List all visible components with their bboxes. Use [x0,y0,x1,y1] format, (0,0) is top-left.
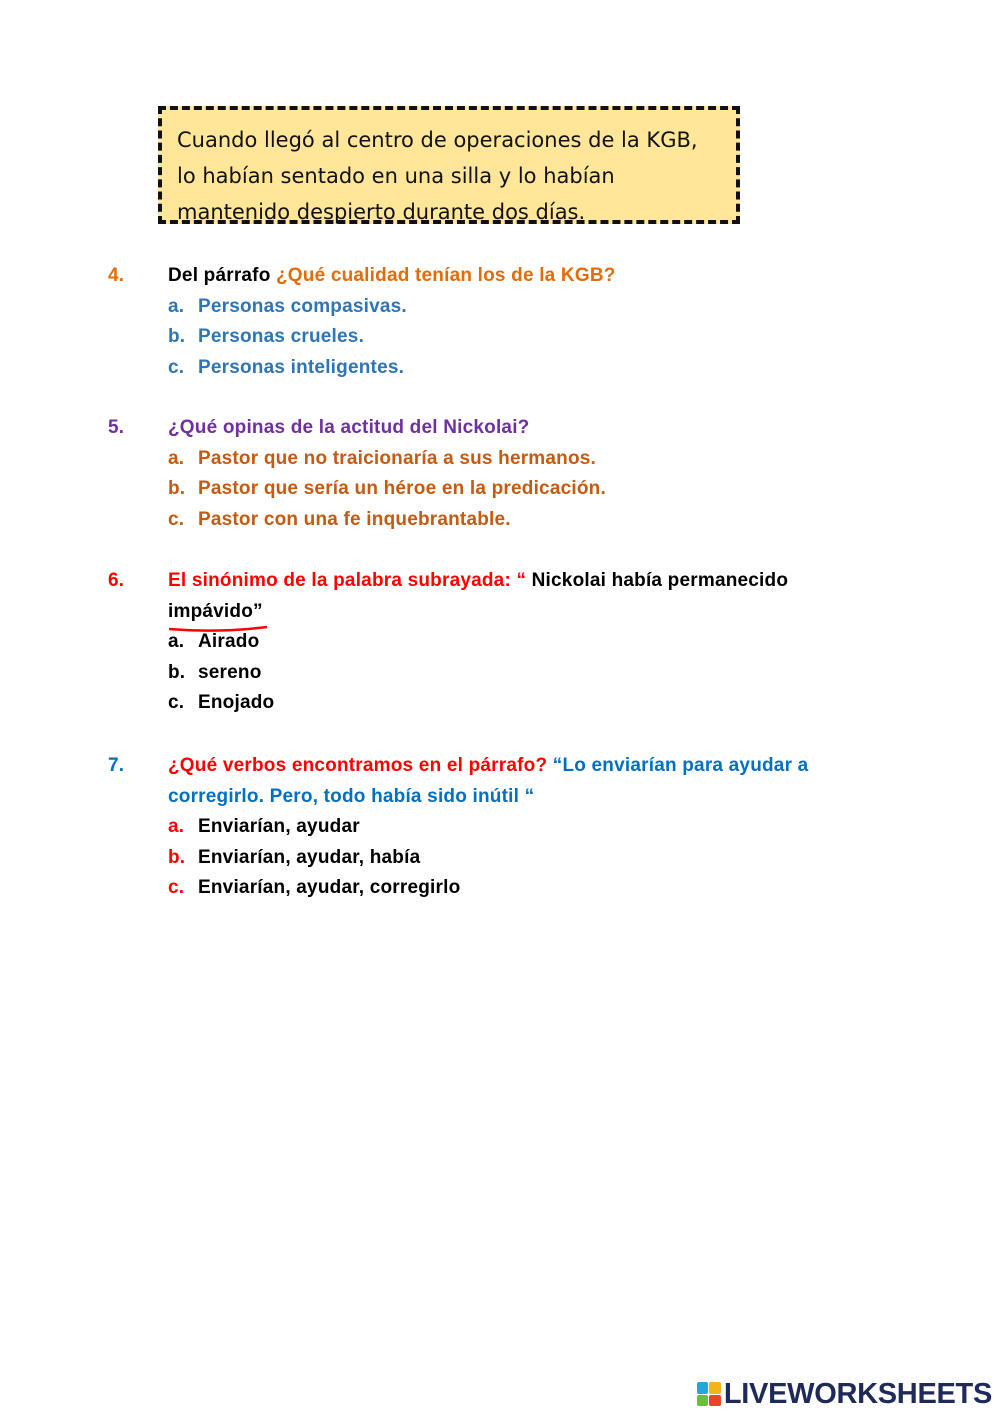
question-text: El sinónimo de la palabra subrayada: “ [168,570,527,591]
passage-box [158,106,740,224]
passage-line: lo habían sentado en una silla y lo habían [177,164,615,188]
option-b[interactable]: b. Personas crueles. [168,326,365,347]
option-a[interactable]: a. Personas compasivas. [168,295,407,317]
question-number: 6. [108,570,125,591]
liveworksheets-logo [697,1379,992,1409]
option-b[interactable]: b. Enviarían, ayudar, había [168,846,421,868]
option-c[interactable]: c. Personas inteligentes. [168,356,405,378]
underlined-word: impávido [168,597,253,628]
question-number: 4. [108,265,125,286]
question-quote: Nickolai había permanecido [526,570,789,591]
question-quote: “Lo enviarían para ayudar a [547,755,809,776]
question-text: ¿Qué opinas de la actitud del Nickolai? [168,417,530,438]
question-quote-continued: corregirlo. Pero, todo había sido inútil “ [168,785,535,807]
option-c[interactable]: c. Enviarían, ayudar, corregirlo [168,877,461,898]
logo-text: LIVEWORKSHEETS [723,1377,992,1410]
option-a[interactable]: a. Airado [168,631,260,652]
passage-line: mantenido despierto durante dos días. [177,200,586,224]
quote-close: ” [253,600,263,622]
option-c[interactable]: c. Pastor con una fe inquebrantable. [168,508,511,530]
question-prefix: Del párrafo [168,265,271,286]
option-b[interactable]: b. sereno [168,661,262,683]
question-text: ¿Qué verbos encontramos en el párrafo? [168,755,548,776]
logo-blocks-icon [697,1382,721,1406]
option-b[interactable]: b. Pastor que sería un héroe en la predicación. [168,478,606,499]
passage-line: Cuando llegó al centro de operaciones de la KGB, [177,128,698,152]
question-number: 7. [108,755,125,776]
red-underline [168,624,268,634]
option-a[interactable]: a. Enviarían, ayudar [168,816,360,837]
question-number: 5. [108,417,125,438]
option-a[interactable]: a. Pastor que no traicionaría a sus hermanos. [168,447,597,469]
option-c[interactable]: c. Enojado [168,692,275,713]
question-text: ¿Qué cualidad tenían los de la KGB? [276,265,616,286]
